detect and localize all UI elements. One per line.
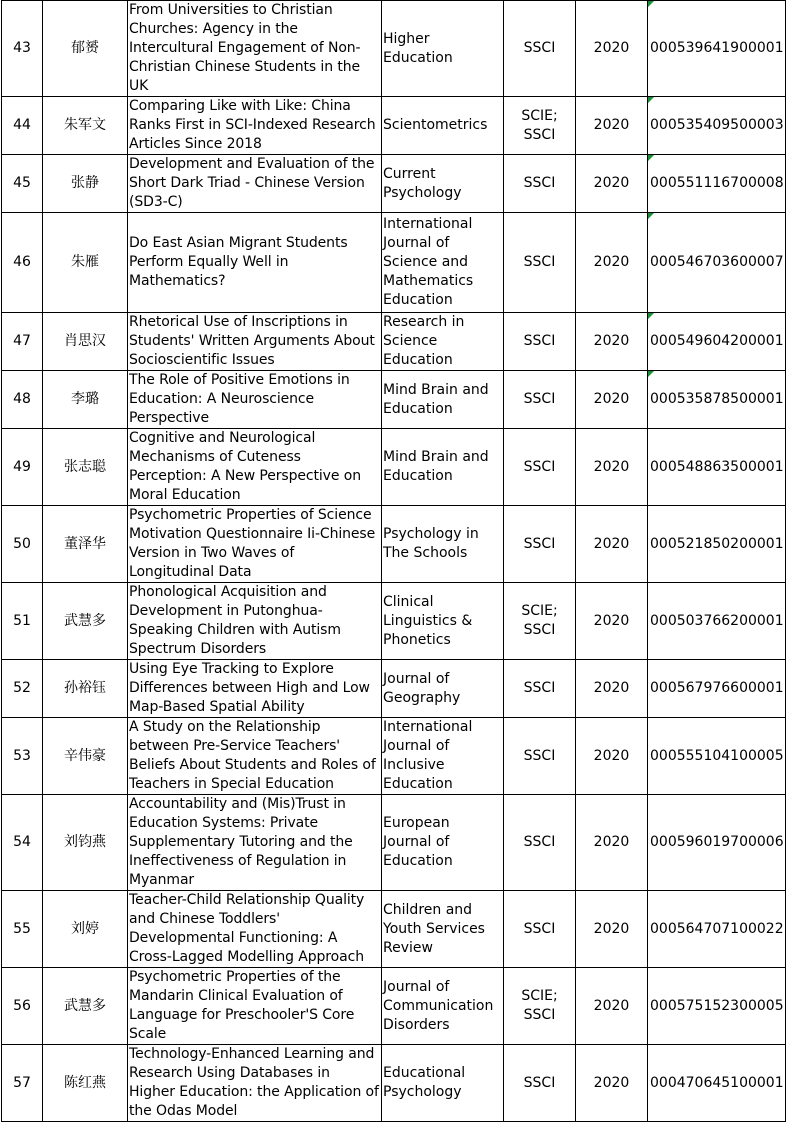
table-row [2,371,786,429]
author-name-cell[interactable] [43,968,128,1045]
accession-id-text: 000564707100022 [650,920,784,937]
author-name-cell[interactable] [43,97,128,155]
accession-id-text: 000567976600001 [650,680,784,696]
author-name-text: 张志聪 [64,458,106,475]
author-name-text: 孙裕钰 [64,680,106,696]
author-name-text: 朱军文 [64,117,106,133]
accession-id-cell[interactable] [648,891,786,968]
journal-text: Mind Brain and Education [383,449,489,484]
year-text: 2020 [593,997,630,1014]
index-text: SSCI [523,834,556,850]
index-cell[interactable] [504,97,576,155]
index-cell[interactable] [504,1,576,97]
index-text: SSCI [523,175,556,191]
table-row [2,506,786,583]
author-name-text: 刘钧燕 [64,834,106,850]
row-number-cell[interactable] [2,506,43,583]
journal-text: Children and Youth Services Review [383,901,485,956]
author-name-cell[interactable] [43,1,128,97]
year-cell[interactable] [576,429,648,506]
row-number-text: 57 [13,1074,31,1091]
accession-id-cell[interactable] [648,795,786,891]
year-text: 2020 [593,1074,630,1091]
index-text: SSCI [523,254,556,270]
row-number-text: 55 [13,920,31,937]
author-name-cell[interactable] [43,371,128,429]
paper-title-cell[interactable] [128,1045,382,1122]
index-cell[interactable] [504,371,576,429]
index-cell[interactable] [504,660,576,718]
paper-title-cell[interactable] [128,155,382,213]
year-text: 2020 [593,458,630,475]
paper-title-cell[interactable] [128,1,382,97]
row-number-cell[interactable] [2,371,43,429]
accession-id-cell[interactable] [648,371,786,429]
author-name-cell[interactable] [43,213,128,313]
author-name-cell[interactable] [43,313,128,371]
accession-id-cell[interactable] [648,97,786,155]
accession-id-text: 000551116700008 [650,175,784,191]
row-number-text: 46 [13,254,31,270]
year-text: 2020 [593,747,630,764]
accession-id-cell[interactable] [648,155,786,213]
accession-id-text: 000503766200001 [650,612,784,629]
paper-title-text: Technology-Enhanced Learning and Research Using Databases in Higher Education: the Application of the Odas Model [129,1046,379,1119]
index-cell[interactable] [504,429,576,506]
table-row [2,1045,786,1122]
year-cell[interactable] [576,1,648,97]
journal-cell[interactable] [382,213,504,313]
paper-title-text: From Universities to Christian Churches: Agency in the Intercultural Engagement of Non-Christian Chinese Students in the UK [129,2,361,94]
paper-title-text: Comparing Like with Like: China Ranks First in SCI-Indexed Research Articles Since 2018 [129,98,376,152]
year-cell[interactable] [576,313,648,371]
year-cell[interactable] [576,371,648,429]
row-number-cell[interactable] [2,313,43,371]
accession-id-cell[interactable] [648,968,786,1045]
journal-cell[interactable] [382,97,504,155]
paper-title-text: Teacher-Child Relationship Quality and Chinese Toddlers' Developmental Functioning: A Cross-Lagged Modelling Approach [129,892,365,965]
paper-title-text: Psychometric Properties of Science Motivation Questionnaire Ii-Chinese Version in Two Waves of Longitudinal Data [129,507,376,580]
accession-id-text: 000521850200001 [650,535,784,552]
accession-id-text: 000470645100001 [650,1074,784,1091]
row-number-text: 45 [13,175,31,191]
journal-cell[interactable] [382,583,504,660]
paper-title-text: Rhetorical Use of Inscriptions in Students' Written Arguments About Socioscientific Issues [129,314,375,368]
journal-text: Current Psychology [383,165,462,201]
index-text: SSCI [523,458,556,475]
row-number-cell[interactable] [2,660,43,718]
index-cell[interactable] [504,155,576,213]
year-text: 2020 [593,333,630,349]
index-text: SSCI [523,680,556,696]
accession-id-text: 000548863500001 [650,458,784,475]
journal-text: Scientometrics [383,117,488,133]
index-text: SSCI [523,920,556,937]
paper-title-text: Using Eye Tracking to Explore Differences between High and Low Map-Based Spatial Ability [129,661,370,715]
journal-cell[interactable] [382,371,504,429]
author-name-cell[interactable] [43,795,128,891]
journal-cell[interactable] [382,429,504,506]
row-number-cell[interactable] [2,1,43,97]
row-number-text: 43 [13,40,31,56]
author-name-text: 李璐 [71,391,99,407]
index-text: SSCI [523,333,556,349]
table-row [2,795,786,891]
author-name-cell[interactable] [43,660,128,718]
paper-title-cell[interactable] [128,429,382,506]
accession-id-cell[interactable] [648,1,786,97]
journal-cell[interactable] [382,660,504,718]
author-name-text: 张静 [71,175,99,191]
journal-text: International Journal of Inclusive Education [383,719,473,792]
year-cell[interactable] [576,1045,648,1122]
accession-id-text: 000575152300005 [650,997,784,1014]
journal-cell[interactable] [382,968,504,1045]
author-name-cell[interactable] [43,506,128,583]
row-number-cell[interactable] [2,891,43,968]
year-cell[interactable] [576,506,648,583]
year-cell[interactable] [576,795,648,891]
accession-id-cell[interactable] [648,313,786,371]
journal-text: Journal of Geography [383,670,461,706]
table-body [2,1,786,1122]
table-row [2,313,786,371]
journal-cell[interactable] [382,1045,504,1122]
publication-table [1,0,786,1122]
journal-text: Psychology in The Schools [383,526,479,561]
accession-id-cell[interactable] [648,429,786,506]
paper-title-cell[interactable] [128,313,382,371]
paper-title-text: Psychometric Properties of the Mandarin Clinical Evaluation of Language for Preschooler'S Core Scale [129,969,355,1042]
comment-flag-icon [648,213,654,219]
journal-cell[interactable] [382,891,504,968]
year-cell[interactable] [576,968,648,1045]
author-name-text: 武慧多 [64,612,106,629]
accession-id-cell[interactable] [648,1045,786,1122]
year-cell[interactable] [576,891,648,968]
paper-title-cell[interactable] [128,795,382,891]
table-row [2,213,786,313]
index-text: SSCI [523,391,556,407]
accession-id-text: 000596019700006 [650,834,784,850]
paper-title-text: Cognitive and Neurological Mechanisms of Cuteness Perception: A New Perspective on Moral Education [129,430,361,503]
table-row [2,155,786,213]
index-cell[interactable] [504,891,576,968]
table-row [2,891,786,968]
year-text: 2020 [593,920,630,937]
author-name-text: 武慧多 [64,997,106,1014]
row-number-text: 54 [13,834,31,850]
year-text: 2020 [593,391,630,407]
author-name-cell[interactable] [43,155,128,213]
journal-cell[interactable] [382,155,504,213]
row-number-cell[interactable] [2,795,43,891]
table-row [2,1,786,97]
paper-title-cell[interactable] [128,891,382,968]
author-name-cell[interactable] [43,429,128,506]
row-number-text: 50 [13,535,31,552]
index-text: SCIE; SSCI [521,107,558,143]
accession-id-cell[interactable] [648,213,786,313]
index-text: SSCI [523,40,556,56]
accession-id-text: 000546703600007 [650,254,784,270]
journal-text: Research in Science Education [383,314,465,368]
journal-cell[interactable] [382,718,504,795]
row-number-text: 51 [13,612,31,629]
row-number-text: 47 [13,333,31,349]
row-number-cell[interactable] [2,429,43,506]
year-text: 2020 [593,40,630,56]
index-cell[interactable] [504,506,576,583]
paper-title-text: The Role of Positive Emotions in Education: A Neuroscience Perspective [129,372,350,426]
index-cell[interactable] [504,583,576,660]
row-number-text: 56 [13,997,31,1014]
index-text: SCIE; SSCI [521,988,558,1023]
row-number-cell[interactable] [2,213,43,313]
index-cell[interactable] [504,968,576,1045]
index-cell[interactable] [504,718,576,795]
year-cell[interactable] [576,213,648,313]
table-row [2,660,786,718]
journal-cell[interactable] [382,1,504,97]
year-text: 2020 [593,612,630,629]
paper-title-cell[interactable] [128,506,382,583]
author-name-cell[interactable] [43,583,128,660]
journal-text: Journal of Communication Disorders [383,978,494,1033]
table-row [2,968,786,1045]
paper-title-cell[interactable] [128,213,382,313]
paper-title-cell[interactable] [128,660,382,718]
year-cell[interactable] [576,718,648,795]
index-cell[interactable] [504,795,576,891]
row-number-text: 49 [13,458,31,475]
table-row [2,429,786,506]
paper-title-text: A Study on the Relationship between Pre-Service Teachers' Beliefs About Students and Roles of Teachers in Special Education [129,719,376,792]
journal-text: Educational Psychology [383,1065,466,1100]
author-name-cell[interactable] [43,891,128,968]
year-text: 2020 [593,535,630,552]
author-name-cell[interactable] [43,1045,128,1122]
paper-title-text: Phonological Acquisition and Development in Putonghua-Speaking Children with Autism Spectrum Disorders [129,584,341,657]
year-text: 2020 [593,680,630,696]
accession-id-text: 000549604200001 [650,333,784,349]
accession-id-cell[interactable] [648,506,786,583]
index-cell[interactable] [504,213,576,313]
journal-text: Clinical Linguistics & Phonetics [383,593,473,648]
journal-cell[interactable] [382,313,504,371]
index-text: SSCI [523,1074,556,1091]
row-number-cell[interactable] [2,155,43,213]
row-number-text: 44 [13,117,31,133]
row-number-cell[interactable] [2,1045,43,1122]
year-text: 2020 [593,117,630,133]
journal-text: International Journal of Science and Mathematics Education [383,216,474,308]
comment-flag-icon [648,313,654,319]
accession-id-text: 000535878500001 [650,391,784,407]
accession-id-text: 000535409500003 [650,117,784,133]
accession-id-cell[interactable] [648,660,786,718]
year-cell[interactable] [576,155,648,213]
journal-text: Higher Education [383,30,453,66]
journal-cell[interactable] [382,506,504,583]
row-number-text: 52 [13,680,31,696]
index-text: SSCI [523,747,556,764]
accession-id-text: 000539641900001 [650,40,784,56]
index-text: SCIE; SSCI [521,603,558,638]
row-number-text: 48 [13,391,31,407]
author-name-cell[interactable] [43,718,128,795]
author-name-text: 朱雁 [71,254,99,270]
journal-text: European Journal of Education [383,815,453,869]
year-cell[interactable] [576,97,648,155]
table-row [2,97,786,155]
accession-id-text: 000555104100005 [650,747,784,764]
year-cell[interactable] [576,583,648,660]
author-name-text: 辛伟豪 [64,747,106,764]
index-text: SSCI [523,535,556,552]
index-cell[interactable] [504,313,576,371]
year-text: 2020 [593,175,630,191]
author-name-text: 董泽华 [64,535,106,552]
comment-flag-icon [648,155,654,161]
row-number-cell[interactable] [2,968,43,1045]
accession-id-cell[interactable] [648,583,786,660]
author-name-text: 郁赟 [71,40,99,56]
table-row [2,718,786,795]
paper-title-cell[interactable] [128,97,382,155]
author-name-text: 肖思汉 [64,333,106,349]
paper-title-cell[interactable] [128,718,382,795]
table-row [2,583,786,660]
author-name-text: 刘婷 [71,920,99,937]
year-text: 2020 [593,834,630,850]
paper-title-cell[interactable] [128,583,382,660]
row-number-cell[interactable] [2,718,43,795]
paper-title-text: Development and Evaluation of the Short Dark Triad - Chinese Version (SD3-C) [129,156,375,210]
paper-title-cell[interactable] [128,968,382,1045]
index-cell[interactable] [504,1045,576,1122]
journal-text: Mind Brain and Education [383,381,489,417]
row-number-text: 53 [13,747,31,764]
comment-flag-icon [648,371,654,377]
journal-cell[interactable] [382,795,504,891]
year-cell[interactable] [576,660,648,718]
row-number-cell[interactable] [2,583,43,660]
comment-flag-icon [648,97,654,103]
year-text: 2020 [593,254,630,270]
paper-title-cell[interactable] [128,371,382,429]
accession-id-cell[interactable] [648,718,786,795]
author-name-text: 陈红燕 [64,1074,106,1091]
paper-title-text: Accountability and (Mis)Trust in Education Systems: Private Supplementary Tutoring and the Ineffectiveness of Regulation in Myanmar [129,796,353,888]
paper-title-text: Do East Asian Migrant Students Perform Equally Well in Mathematics? [129,235,348,289]
comment-flag-icon [648,1,654,7]
row-number-cell[interactable] [2,97,43,155]
